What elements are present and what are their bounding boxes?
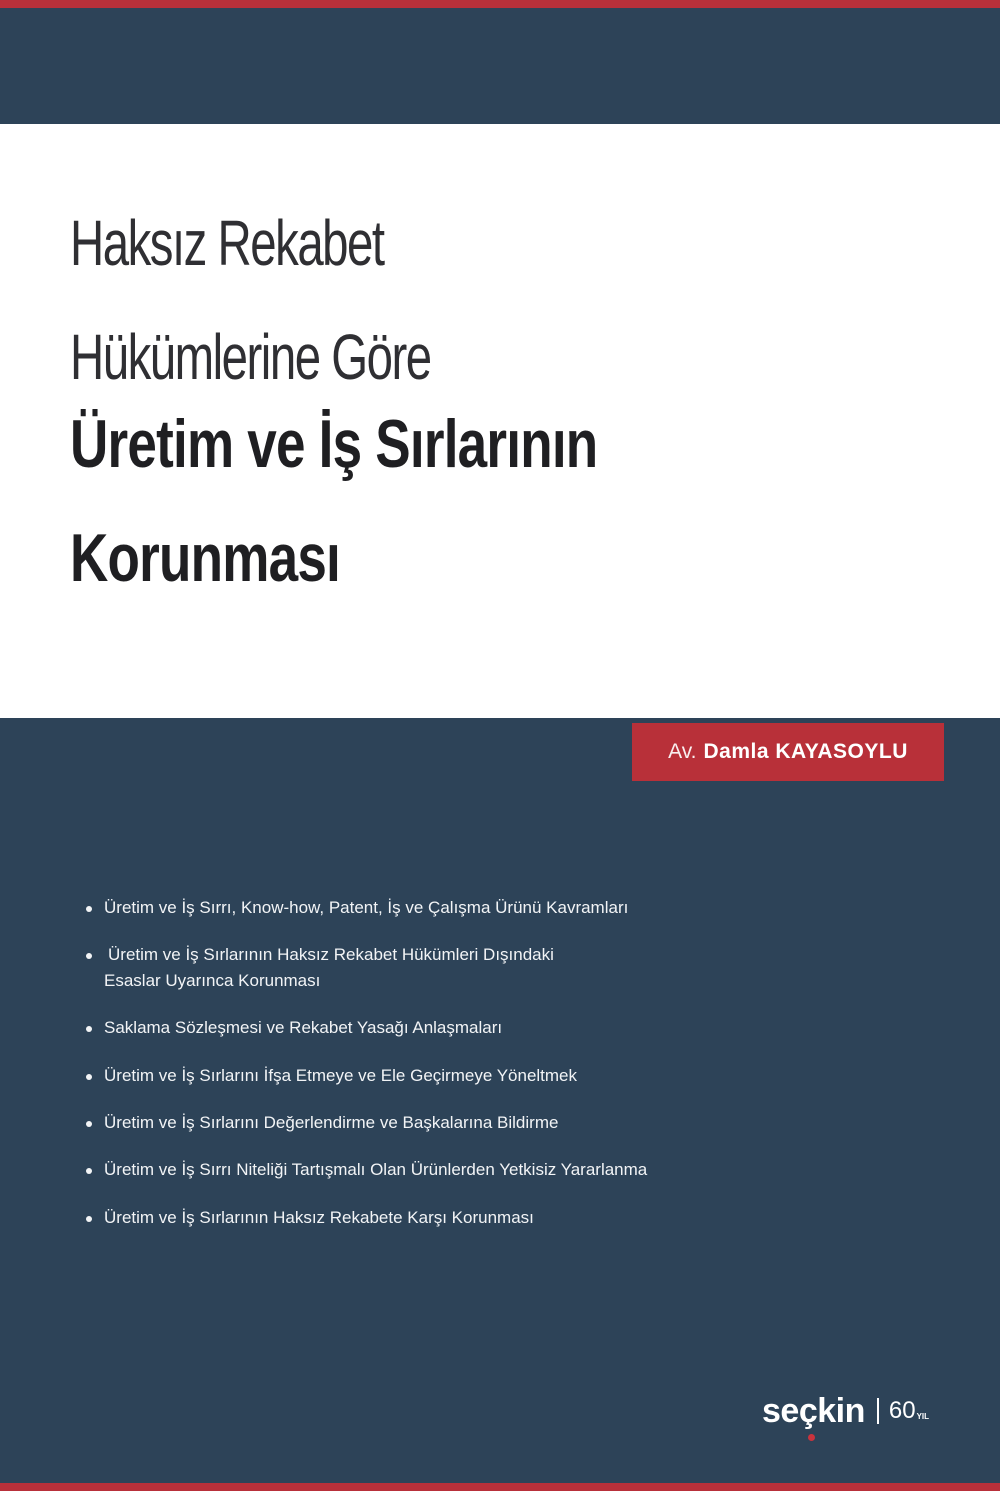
bullet-icon bbox=[86, 1216, 92, 1222]
bullet-icon bbox=[86, 1121, 92, 1127]
bullet-icon bbox=[86, 906, 92, 912]
publisher-logo bbox=[762, 1392, 865, 1431]
topic-item bbox=[82, 942, 554, 994]
topic-text-continuation: Esaslar Uyarınca Korunması bbox=[104, 971, 321, 990]
author-name: Damla KAYASOYLU bbox=[703, 740, 908, 763]
topic-text: Üretim ve İş Sırlarını Değerlendirme ve Başkalarına Bildirme bbox=[104, 1113, 559, 1132]
topic-text: Üretim ve İş Sırlarının Haksız Rekabete Karşı Korunması bbox=[104, 1208, 534, 1227]
title-line-1: Haksız Rekabet bbox=[70, 207, 384, 279]
title-line-4: Korunması bbox=[70, 520, 341, 596]
publisher-name: seçkin bbox=[762, 1391, 865, 1430]
topic-text: Üretim ve İş Sırrı, Know-how, Patent, İş ve Çalışma Ürünü Kavramları bbox=[104, 898, 629, 917]
topic-item bbox=[82, 1205, 534, 1231]
logo-divider bbox=[877, 1398, 879, 1424]
topic-item bbox=[82, 895, 628, 921]
topic-text: Saklama Sözleşmesi ve Rekabet Yasağı Anlaşmaları bbox=[104, 1018, 503, 1037]
title-line-2: Hükümlerine Göre bbox=[70, 321, 431, 393]
publisher-logo-group bbox=[762, 1388, 929, 1434]
author-prefix: Av. bbox=[668, 740, 697, 763]
bullet-icon bbox=[86, 953, 92, 959]
topic-text: Üretim ve İş Sırlarını İfşa Etmeye ve Ele Geçirmeye Yöneltmek bbox=[104, 1066, 578, 1085]
topic-text: Üretim ve İş Sırrı Niteliği Tartışmalı Olan Ürünlerden Yetkisiz Yararlanma bbox=[104, 1160, 648, 1179]
logo-dot-icon bbox=[808, 1434, 815, 1441]
bottom-navy-panel bbox=[0, 718, 1000, 1491]
topic-item bbox=[82, 1015, 502, 1041]
anniversary-suffix: YIL bbox=[916, 1412, 930, 1421]
bullet-icon bbox=[86, 1026, 92, 1032]
title-line-3: Üretim ve İş Sırlarının bbox=[70, 406, 598, 482]
topic-item bbox=[82, 1063, 577, 1089]
top-red-strip bbox=[0, 0, 1000, 8]
anniversary-mark bbox=[889, 1398, 929, 1424]
bullet-icon bbox=[86, 1168, 92, 1174]
topic-item bbox=[82, 1110, 558, 1136]
anniversary-number: 60 bbox=[888, 1397, 916, 1424]
title-block bbox=[70, 208, 950, 596]
bullet-icon bbox=[86, 1074, 92, 1080]
top-navy-band bbox=[0, 8, 1000, 124]
bottom-red-strip bbox=[0, 1483, 1000, 1491]
topic-item bbox=[82, 1157, 647, 1183]
topic-text: Üretim ve İş Sırlarının Haksız Rekabet Hükümleri Dışındaki bbox=[108, 945, 554, 964]
author-box bbox=[632, 723, 944, 781]
